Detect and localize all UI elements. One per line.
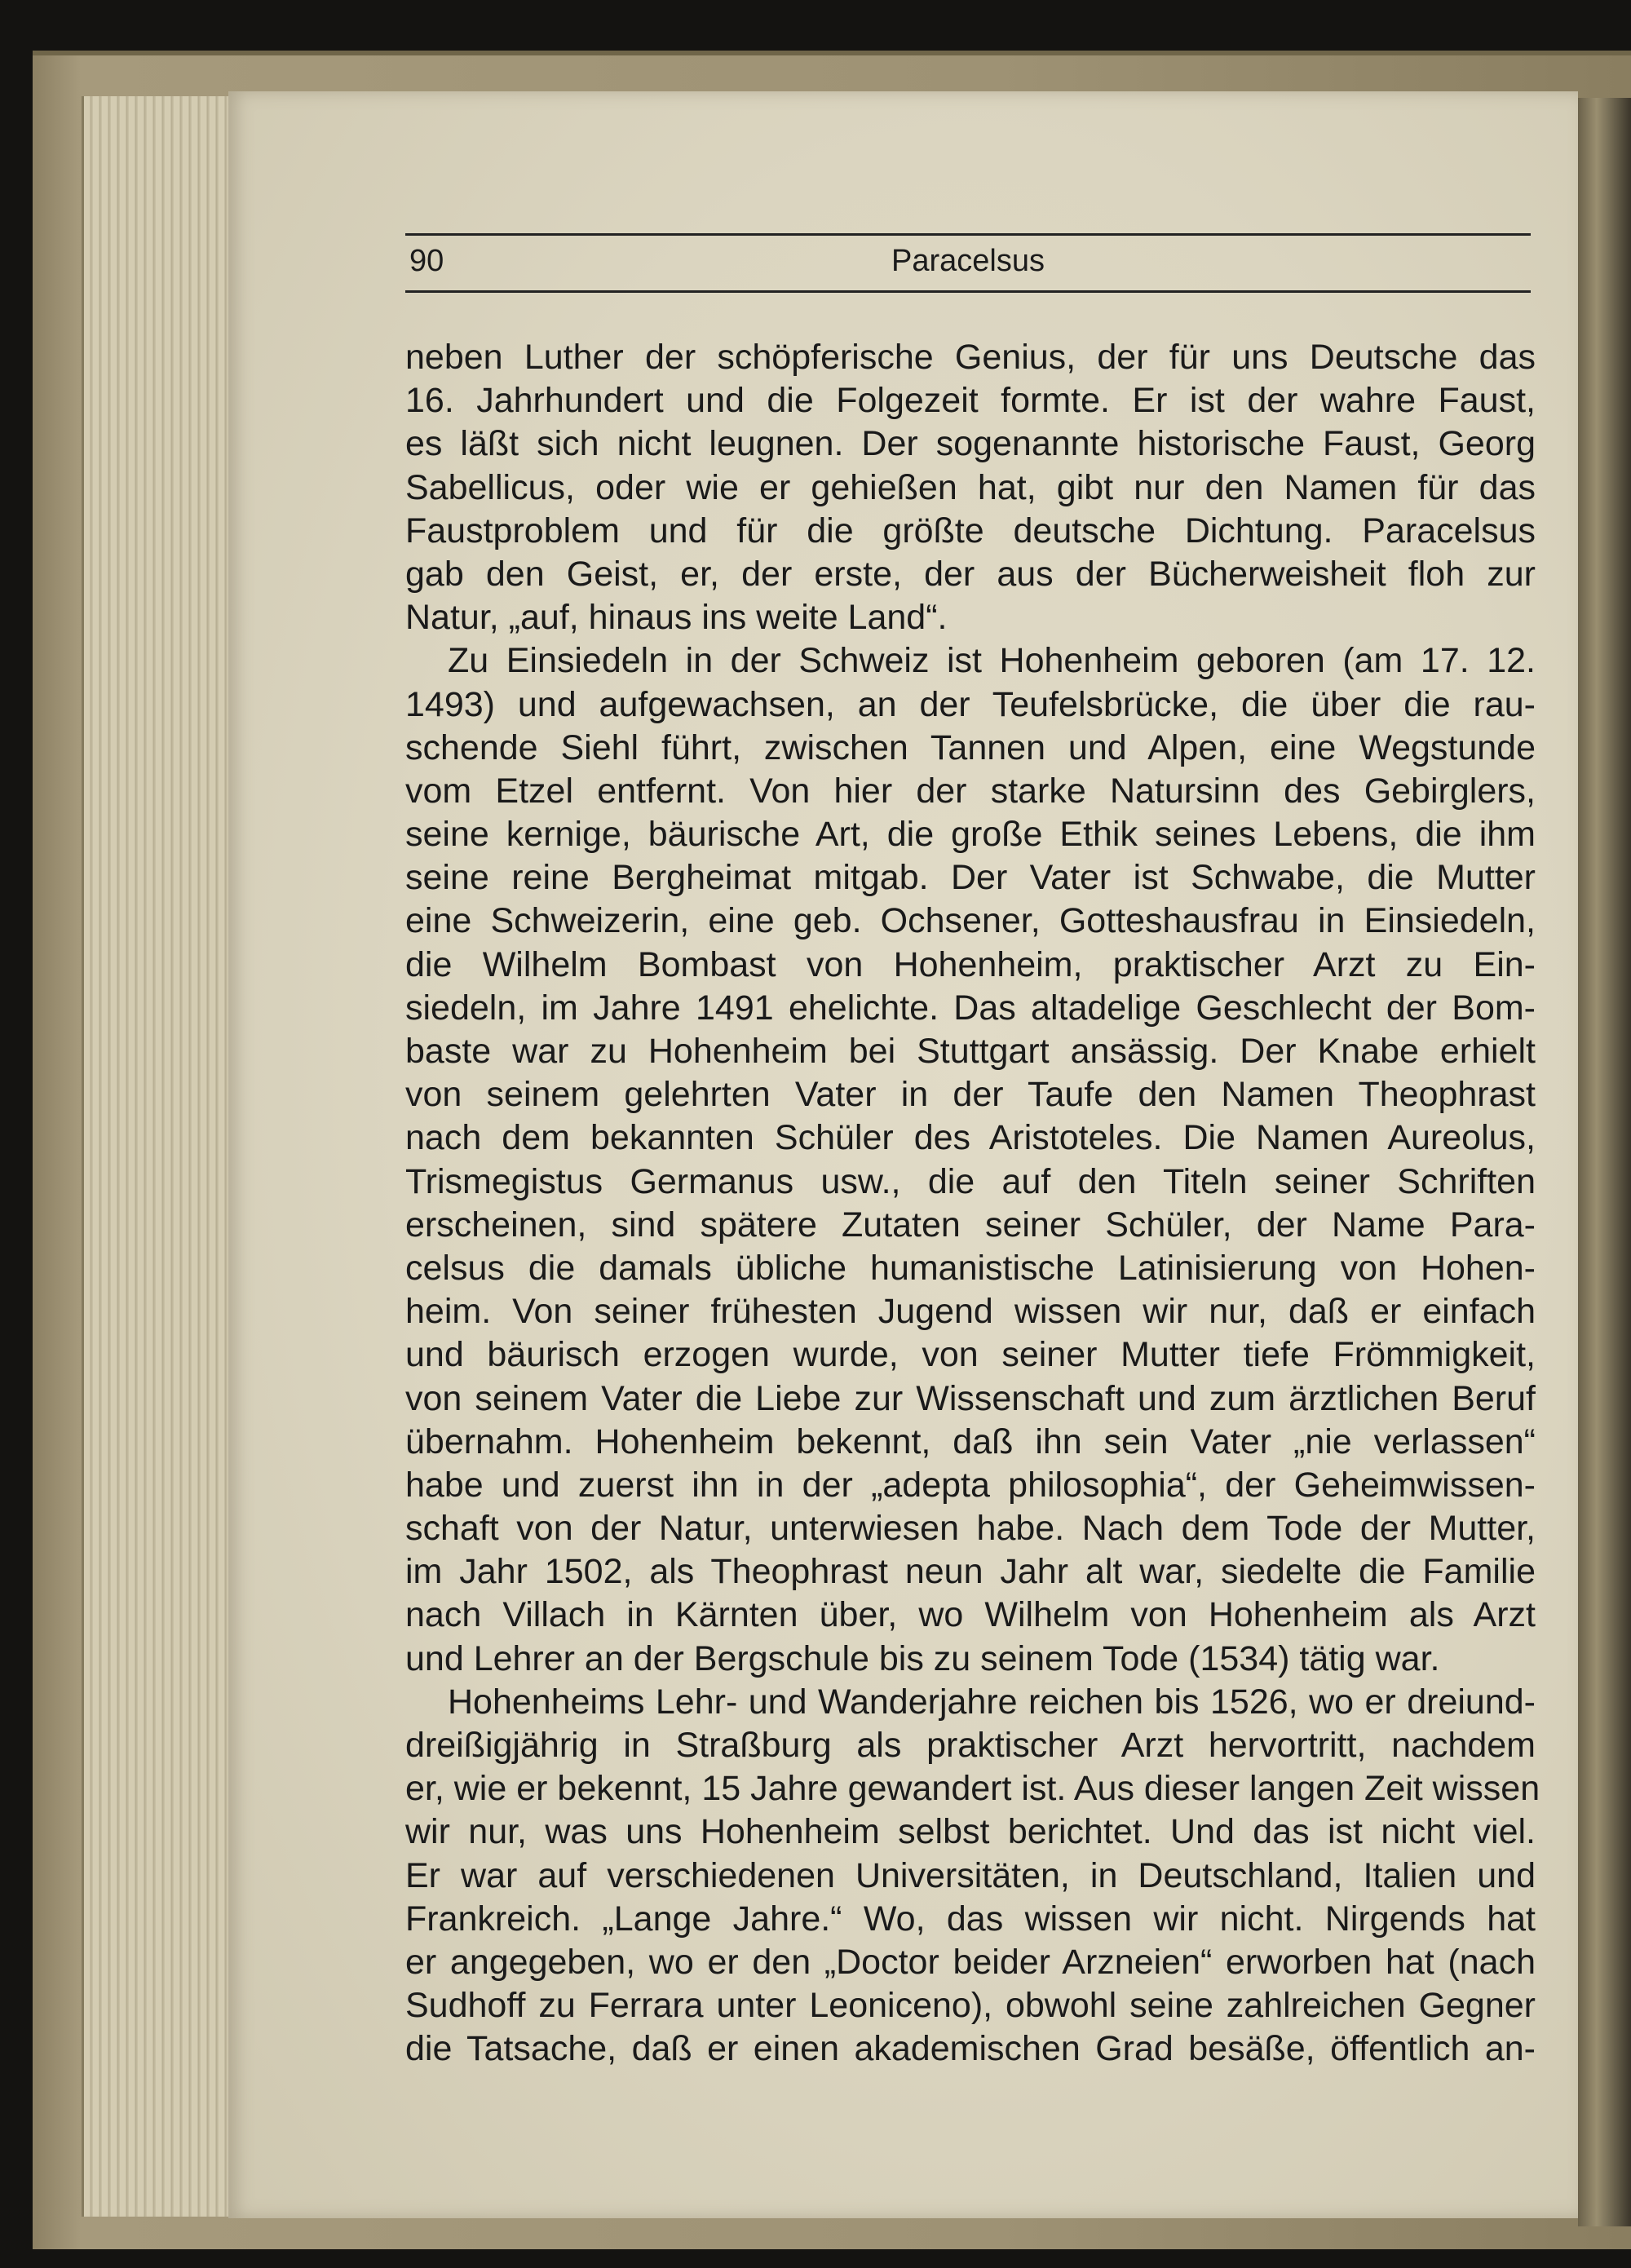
text-line: Er war auf verschiedenen Universitäten, in Deutschland, Italien und xyxy=(405,1855,1536,1895)
text-line: Sudhoff zu Ferrara unter Leoniceno), obwohl seine zahlreichen Gegner xyxy=(405,1986,1536,2026)
text-line: neben Luther der schöpferische Genius, der für uns Deutsche das xyxy=(405,338,1536,377)
text-line: nach dem bekannten Schüler des Aristoteles. Die Namen Aureolus, xyxy=(405,1118,1536,1158)
text-line: von seinem Vater die Liebe zur Wissenschaft und zum ärztlichen Beruf xyxy=(405,1378,1536,1418)
text-line: Zu Einsiedeln in der Schweiz ist Hohenheim geboren (am 17. 12. xyxy=(448,641,1536,681)
text-line: nach Villach in Kärnten über, wo Wilhelm von Hohenheim als Arzt xyxy=(405,1595,1536,1635)
text-line: siedeln, im Jahre 1491 ehelichte. Das altadelige Geschlecht der Bom- xyxy=(405,988,1536,1028)
header-rule-bottom xyxy=(405,290,1531,293)
text-line: die Tatsache, daß er einen akademischen Grad besäße, öffentlich an- xyxy=(405,2029,1536,2069)
text-line: eine Schweizerin, eine geb. Ochsener, Gotteshausfrau in Einsiedeln, xyxy=(405,901,1536,941)
header-rule-top xyxy=(405,233,1531,236)
text-line: er angegeben, wo er den „Doctor beider Arzneien“ erworben hat (nach xyxy=(405,1942,1536,1982)
text-line: Natur, „auf, hinaus ins weite Land“. xyxy=(405,598,948,638)
text-line: habe und zuerst ihn in der „adepta philosophia“, der Geheimwissen- xyxy=(405,1465,1536,1505)
running-title: Paracelsus xyxy=(891,244,1045,278)
text-line: seine kernige, bäurische Art, die große Ethik seines Lebens, die ihm xyxy=(405,815,1536,855)
text-line: gab den Geist, er, der erste, der aus der Bücherweisheit floh zur xyxy=(405,554,1536,594)
text-line: übernahm. Hohenheim bekennt, daß ihn sein Vater „nie verlassen“ xyxy=(405,1421,1536,1461)
text-line: Hohenheims Lehr- und Wanderjahre reichen bis 1526, wo er dreiund- xyxy=(448,1682,1536,1722)
text-line: er, wie er bekennt, 15 Jahre gewandert ist. Aus dieser langen Zeit wissen xyxy=(405,1769,1540,1809)
text-line: im Jahr 1502, als Theophrast neun Jahr alt war, siedelte die Familie xyxy=(405,1552,1536,1592)
text-line: Sabellicus, oder wie er gehießen hat, gibt nur den Namen für das xyxy=(405,467,1536,507)
text-line: und bäurisch erzogen wurde, von seiner Mutter tiefe Frömmigkeit, xyxy=(405,1335,1536,1375)
text-line: 1493) und aufgewachsen, an der Teufelsbrücke, die über die rau- xyxy=(405,684,1536,724)
text-line: dreißigjährig in Straßburg als praktischer Arzt hervortritt, nachdem xyxy=(405,1726,1536,1765)
body-text xyxy=(405,336,1540,2071)
text-line: von seinem gelehrten Vater in der Taufe den Namen Theophrast xyxy=(405,1075,1536,1115)
text-line: celsus die damals übliche humanistische Latinisierung von Hohen- xyxy=(405,1248,1536,1288)
page-number: 90 xyxy=(409,244,444,278)
page-edges xyxy=(82,96,239,2217)
text-line: es läßt sich nicht leugnen. Der sogenannte historische Faust, Georg xyxy=(405,424,1536,464)
text-line: wir nur, was uns Hohenheim selbst berichtet. Und das ist nicht viel. xyxy=(405,1812,1536,1852)
text-line: Trismegistus Germanus usw., die auf den Titeln seiner Schriften xyxy=(405,1161,1536,1201)
text-line: vom Etzel entfernt. Von hier der starke Natursinn des Gebirglers, xyxy=(405,771,1536,811)
text-line: schende Siehl führt, zwischen Tannen und Alpen, eine Wegstunde xyxy=(405,727,1536,767)
text-line: schaft von der Natur, unterwiesen habe. Nach dem Tode der Mutter, xyxy=(405,1509,1536,1549)
text-line: baste war zu Hohenheim bei Stuttgart ansässig. Der Knabe erhielt xyxy=(405,1032,1536,1071)
text-line: die Wilhelm Bombast von Hohenheim, praktischer Arzt zu Ein- xyxy=(405,944,1536,984)
text-line: erscheinen, sind spätere Zutaten seiner Schüler, der Name Para- xyxy=(405,1205,1536,1245)
text-line: seine reine Bergheimat mitgab. Der Vater ist Schwabe, die Mutter xyxy=(405,858,1536,898)
text-line: Faustproblem und für die größte deutsche Dichtung. Paracelsus xyxy=(405,511,1536,550)
text-line: 16. Jahrhundert und die Folgezeit formte. Er ist der wahre Faust, xyxy=(405,381,1536,421)
text-line: heim. Von seiner frühesten Jugend wissen wir nur, daß er einfach xyxy=(405,1292,1536,1332)
book-gutter xyxy=(1578,98,1631,2226)
text-line: Frankreich. „Lange Jahre.“ Wo, das wissen wir nicht. Nirgends hat xyxy=(405,1899,1536,1939)
text-line: und Lehrer an der Bergschule bis zu seinem Tode (1534) tätig war. xyxy=(405,1638,1440,1678)
